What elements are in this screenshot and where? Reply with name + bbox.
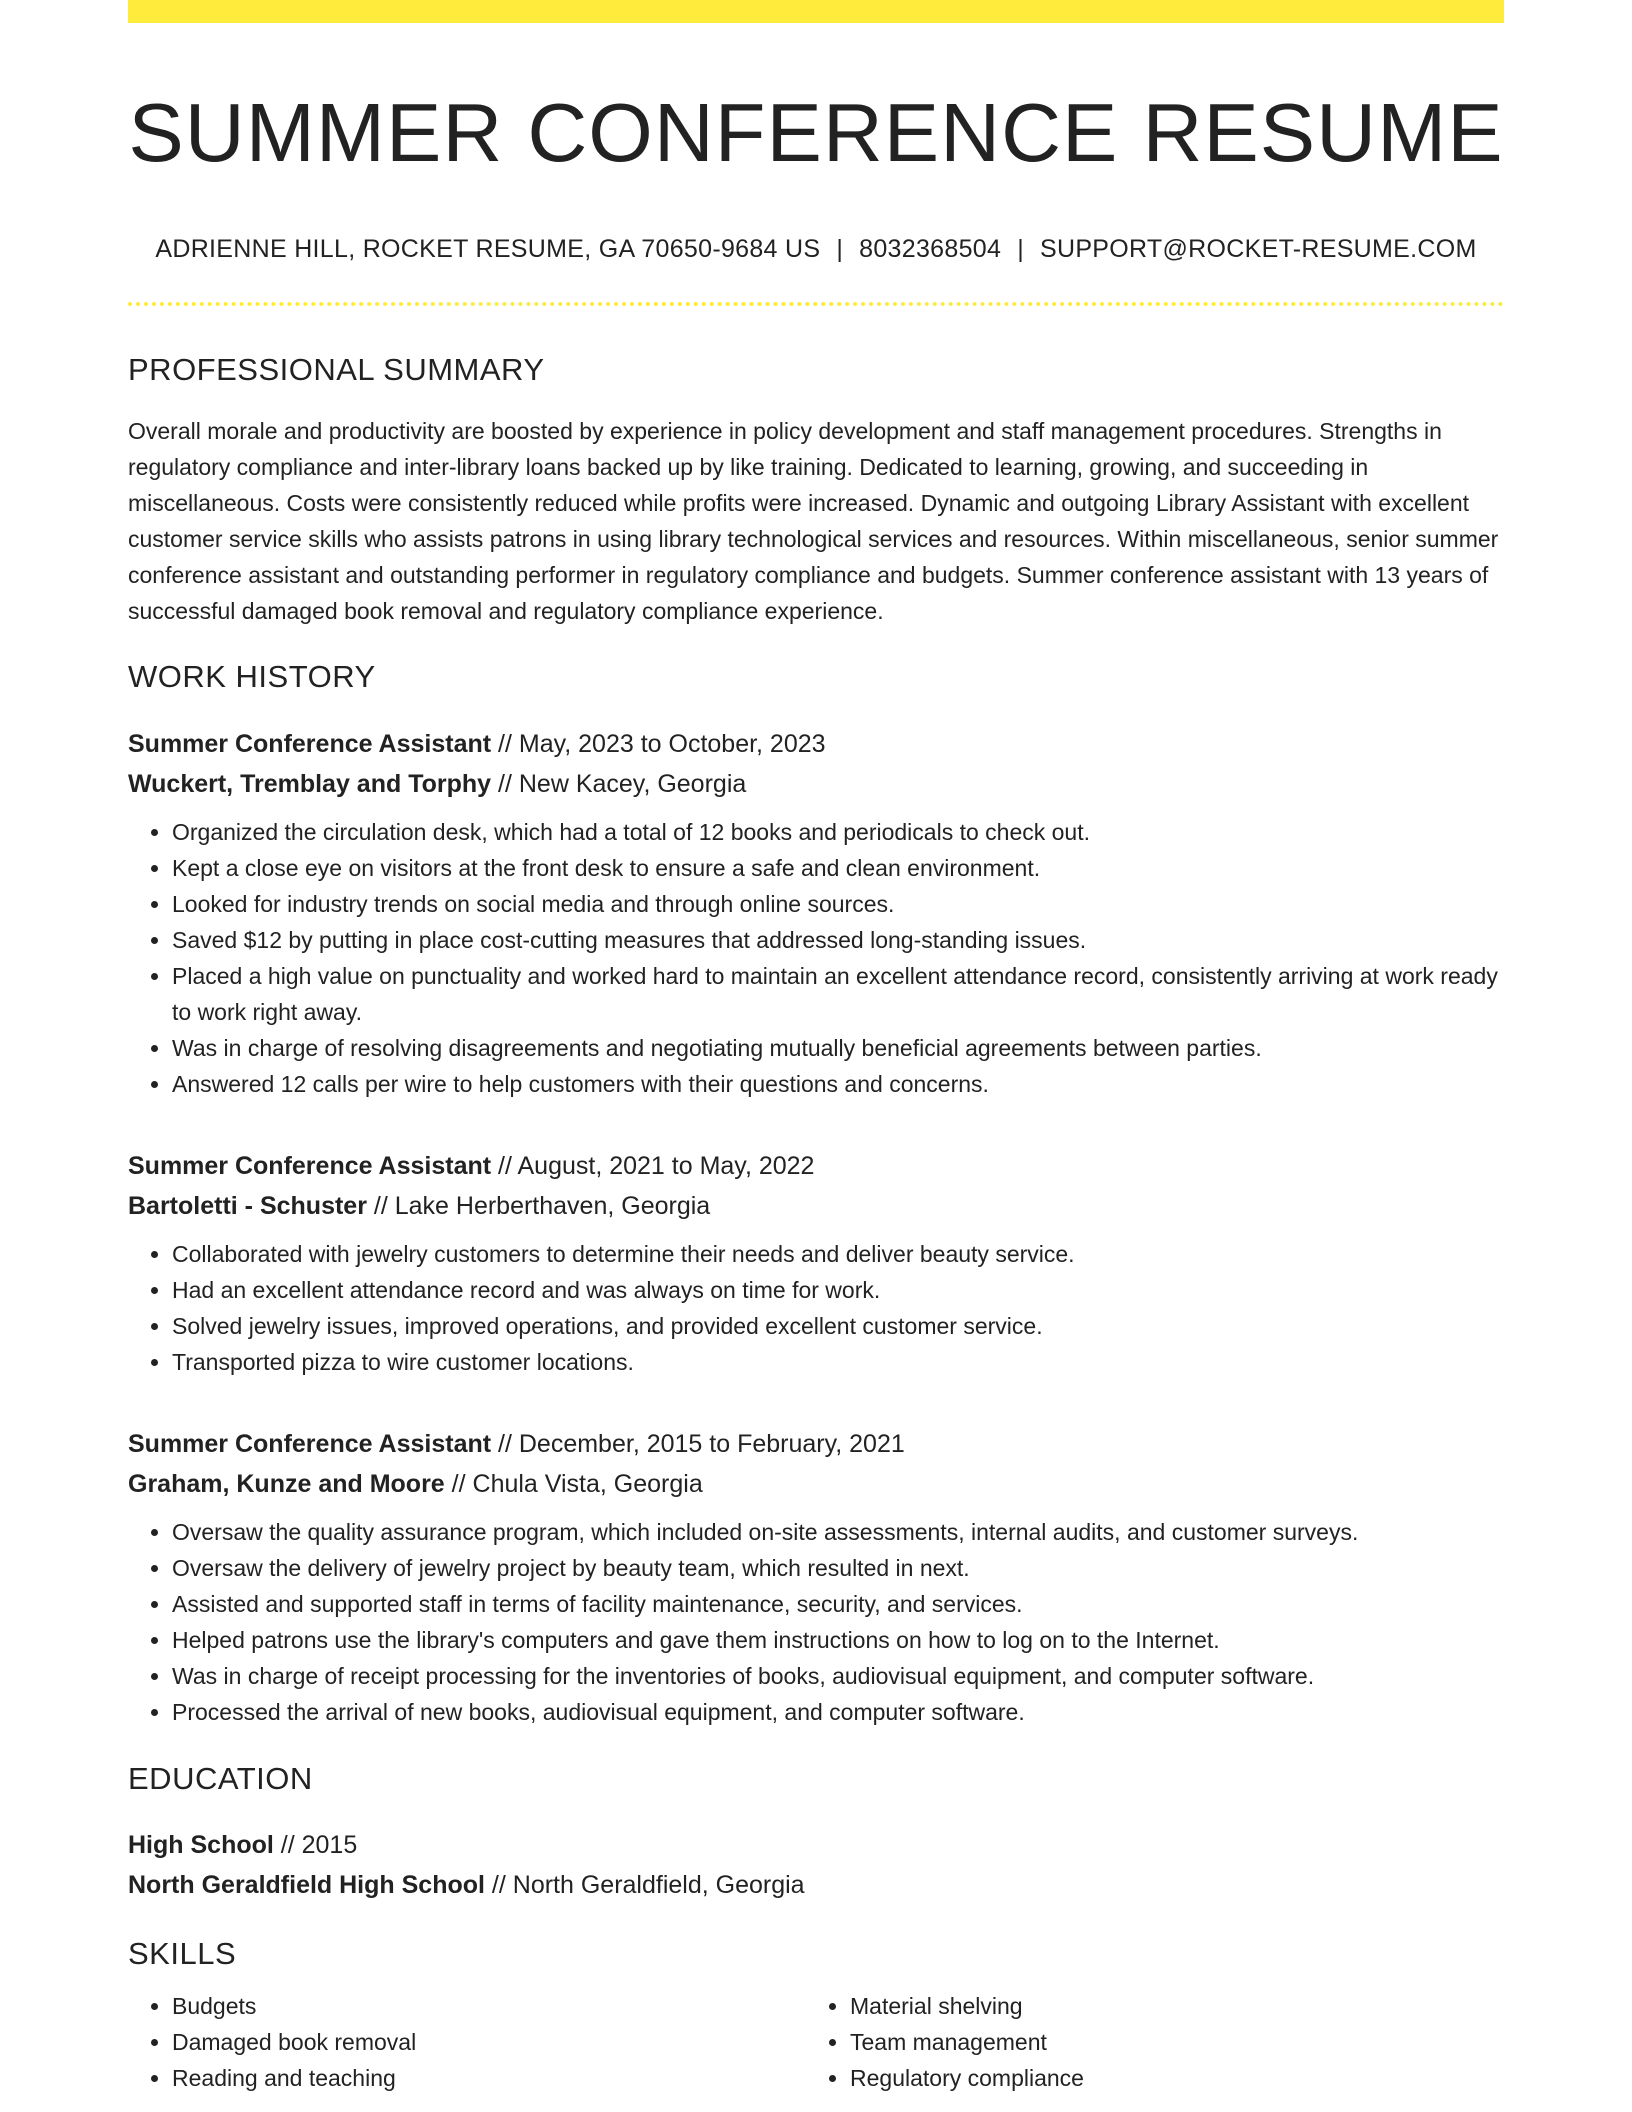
contact-phone: 8032368504 bbox=[859, 235, 1002, 264]
job-bullet: • Organized the circulation desk, which had a total of 12 books and periodicals to check out. bbox=[172, 814, 1504, 850]
skill-item: • Damaged book removal bbox=[172, 2024, 806, 2060]
job-bullet: • Kept a close eye on visitors at the front desk to ensure a safe and clean environment. bbox=[172, 850, 1504, 886]
job-dates: August, 2021 to May, 2022 bbox=[517, 1151, 815, 1180]
job-bullet: • Looked for industry trends on social media and through online sources. bbox=[172, 886, 1504, 922]
job-dates: May, 2023 to October, 2023 bbox=[518, 729, 826, 758]
skill-item: • Budgets bbox=[172, 1988, 806, 2024]
job-title: Summer Conference Assistant bbox=[128, 1429, 492, 1458]
education-school: North Geraldfield High School bbox=[128, 1870, 485, 1899]
separator: // bbox=[491, 729, 519, 758]
summary-text: Overall morale and productivity are boosted by experience in policy development and staff management procedures. Strengths in regulatory compliance and inter-library loans backed up by like training. Dedicated to learning, growing, and succeeding in miscellaneous. Costs were consistently reduced while profits were increased. Dynamic and outgoing Library Assistant with excellent customer service skills who assists patrons in using library technological services and resources. Within miscellaneous, senior summer conference assistant and outstanding performer in regulatory compliance and budgets. Summer conference assistant with 13 years of successful damaged book removal and regulatory compliance experience. bbox=[128, 418, 1499, 625]
contact-separator: | bbox=[836, 235, 844, 264]
separator: // bbox=[484, 1870, 513, 1899]
job-company-line bbox=[128, 764, 1504, 804]
skills-heading: SKILLS bbox=[128, 1935, 237, 1971]
job-entry bbox=[128, 1146, 1504, 1380]
job-bullet: • Saved $12 by putting in place cost-cutting measures that addressed long-standing issues. bbox=[172, 922, 1504, 958]
job-bullet: • Oversaw the quality assurance program, which included on-site assessments, internal audits, and customer surveys. bbox=[172, 1514, 1504, 1550]
job-bullet: • Transported pizza to wire customer locations. bbox=[172, 1344, 1504, 1380]
skill-item: • Material shelving bbox=[850, 1988, 1484, 2024]
skills-grid bbox=[128, 1988, 1504, 2096]
separator: // bbox=[273, 1830, 302, 1859]
job-bullets bbox=[128, 1514, 1504, 1730]
resume-title: SUMMER CONFERENCE RESUME bbox=[128, 86, 1504, 179]
education-location: North Geraldfield, Georgia bbox=[512, 1870, 805, 1899]
job-bullet: • Was in charge of resolving disagreements and negotiating mutually beneficial agreements between parties. bbox=[172, 1030, 1504, 1066]
separator: // bbox=[444, 1469, 473, 1498]
skills-column-right bbox=[806, 1988, 1484, 2096]
job-location: Chula Vista, Georgia bbox=[472, 1469, 703, 1498]
education-degree: High School bbox=[128, 1830, 274, 1859]
job-bullets bbox=[128, 814, 1504, 1102]
job-dates: December, 2015 to February, 2021 bbox=[518, 1429, 905, 1458]
job-location: New Kacey, Georgia bbox=[518, 769, 747, 798]
education-heading: EDUCATION bbox=[128, 1760, 313, 1796]
contact-address: ADRIENNE HILL, ROCKET RESUME, GA 70650-9684 US bbox=[155, 235, 821, 264]
summary-heading: PROFESSIONAL SUMMARY bbox=[128, 352, 545, 388]
job-company: Wuckert, Tremblay and Torphy bbox=[128, 769, 492, 798]
dotted-divider bbox=[128, 302, 1504, 306]
skill-item: • Regulatory compliance bbox=[850, 2060, 1484, 2096]
job-bullet: • Oversaw the delivery of jewelry project by beauty team, which resulted in next. bbox=[172, 1550, 1504, 1586]
job-title-line bbox=[128, 1146, 1504, 1186]
job-bullet: • Processed the arrival of new books, audiovisual equipment, and computer software. bbox=[172, 1694, 1504, 1730]
job-company-line bbox=[128, 1186, 1504, 1226]
skill-item: • Team management bbox=[850, 2024, 1484, 2060]
contact-line bbox=[128, 234, 1504, 264]
skills-list bbox=[806, 1988, 1484, 2096]
job-bullet: • Placed a high value on punctuality and worked hard to maintain an excellent attendance record, consistently arriving at work ready to work right away. bbox=[172, 958, 1504, 1030]
contact-email: SUPPORT@ROCKET-RESUME.COM bbox=[1039, 235, 1477, 264]
separator: // bbox=[491, 769, 519, 798]
job-bullet: • Collaborated with jewelry customers to determine their needs and deliver beauty service. bbox=[172, 1236, 1504, 1272]
job-title-line bbox=[128, 724, 1504, 764]
skills-list bbox=[128, 1988, 806, 2096]
education-school-line bbox=[128, 1865, 1504, 1905]
job-bullet: • Helped patrons use the library's computers and gave them instructions on how to log on to the Internet. bbox=[172, 1622, 1504, 1658]
job-bullet: • Had an excellent attendance record and was always on time for work. bbox=[172, 1272, 1504, 1308]
job-bullet: • Assisted and supported staff in terms of facility maintenance, security, and services. bbox=[172, 1586, 1504, 1622]
job-bullet: • Solved jewelry issues, improved operations, and provided excellent customer service. bbox=[172, 1308, 1504, 1344]
job-bullet: • Was in charge of receipt processing for the inventories of books, audiovisual equipment, and computer software. bbox=[172, 1658, 1504, 1694]
education-entry bbox=[128, 1825, 1504, 1905]
separator: // bbox=[491, 1151, 518, 1180]
job-title: Summer Conference Assistant bbox=[128, 1151, 492, 1180]
job-bullets bbox=[128, 1236, 1504, 1380]
separator: // bbox=[366, 1191, 395, 1220]
job-company-line bbox=[128, 1464, 1504, 1504]
education-degree-line bbox=[128, 1825, 1504, 1865]
job-title-line bbox=[128, 1424, 1504, 1464]
job-bullet: • Answered 12 calls per wire to help customers with their questions and concerns. bbox=[172, 1066, 1504, 1102]
job-location: Lake Herberthaven, Georgia bbox=[394, 1191, 711, 1220]
accent-top-bar bbox=[128, 0, 1504, 23]
job-entry bbox=[128, 1424, 1504, 1730]
education-year: 2015 bbox=[301, 1830, 358, 1859]
job-entry bbox=[128, 724, 1504, 1102]
job-title: Summer Conference Assistant bbox=[128, 729, 492, 758]
separator: // bbox=[491, 1429, 519, 1458]
job-company: Graham, Kunze and Moore bbox=[128, 1469, 445, 1498]
job-company: Bartoletti - Schuster bbox=[128, 1191, 367, 1220]
skills-column-left bbox=[128, 1988, 806, 2096]
contact-separator: | bbox=[1017, 235, 1024, 264]
work-history-heading: WORK HISTORY bbox=[128, 659, 376, 695]
skill-item: • Reading and teaching bbox=[172, 2060, 806, 2096]
resume-page bbox=[128, 0, 1504, 2096]
